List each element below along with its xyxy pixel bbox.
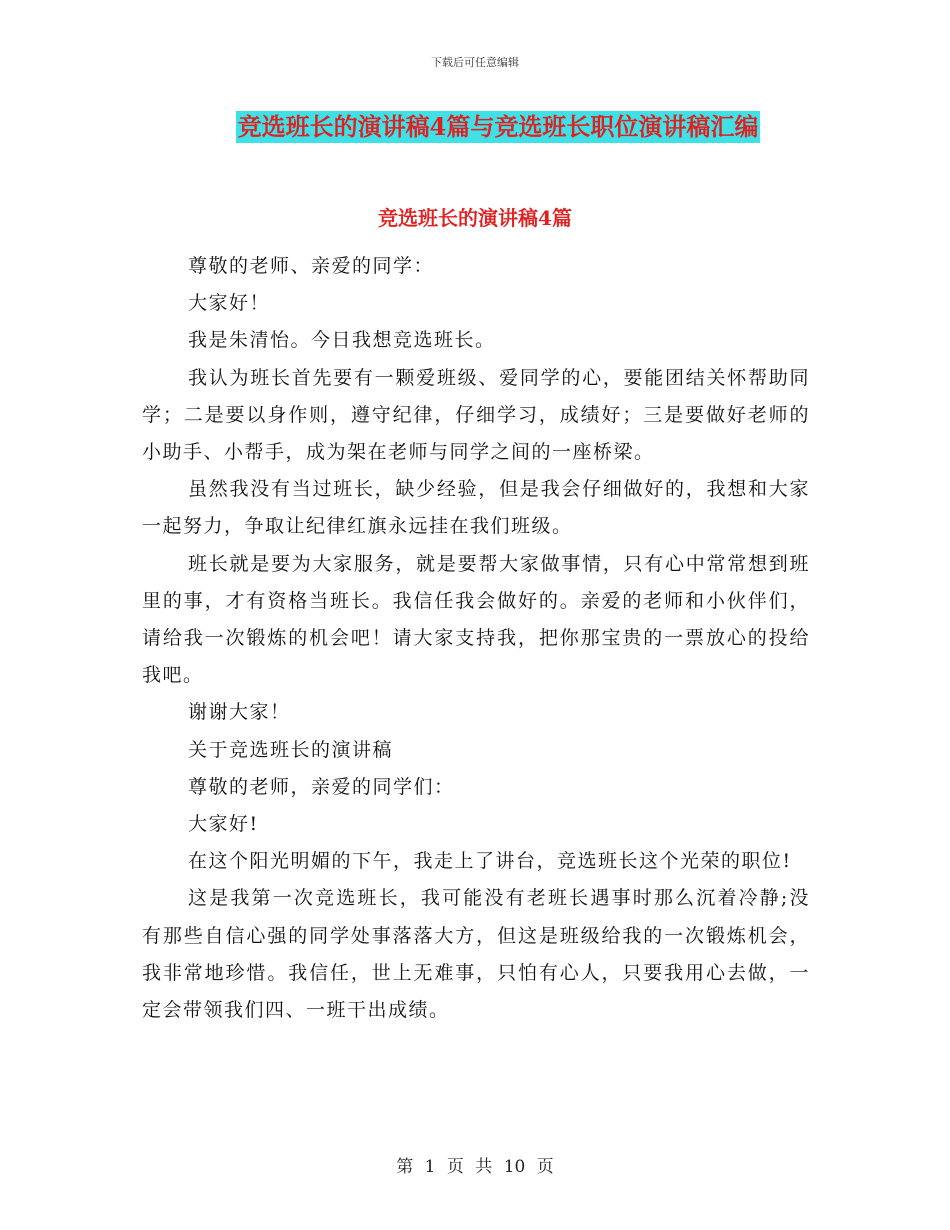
paragraph: 谢谢大家！	[188, 701, 291, 724]
paragraph: 在这个阳光明媚的下午，我走上了讲台，竞选班长这个光荣的职位!	[188, 850, 792, 873]
paragraph: 我是朱清怡。今日我想竞选班长。	[188, 329, 496, 352]
paragraph: 关于竞选班长的演讲稿	[188, 738, 394, 761]
paragraph: 大家好！	[188, 292, 271, 315]
paragraph: 尊敬的老师，亲爱的同学们：	[188, 775, 455, 798]
page-footer: 第 1 页 共 10 页	[396, 1157, 554, 1177]
paragraph: 大家好!	[188, 813, 259, 836]
sub-title: 竞选班长的演讲稿4篇	[378, 206, 572, 230]
main-title-container	[0, 111, 950, 143]
header-note: 下载后可任意编辑	[431, 56, 519, 69]
paragraph: 虽然我没有当过班长，缺少经验，但是我会仔细做好的，我想和大家一起努力，争取让纪律红旗永远挂在我们班级。	[142, 478, 810, 538]
paragraph: 班长就是要为大家服务，就是要帮大家做事情，只有心中常常想到班里的事，才有资格当班长。我信任我会做好的。亲爱的老师和小伙伴们，请给我一次锻炼的机会吧！请大家支持我，把你那宝贵的一票放心的投给我吧。	[142, 552, 810, 687]
paragraph: 尊敬的老师、亲爱的同学：	[188, 255, 435, 277]
document-body	[142, 248, 810, 1029]
paragraph: 这是我第一次竞选班长，我可能没有老班长遇事时那么沉着冷静;没有那些自信心强的同学处事落落大方，但这是班级给我的一次锻炼机会，我非常地珍惜。我信任，世上无难事，只怕有心人，只要我用心去做，一定会带领我们四、一班干出成绩。	[142, 887, 810, 1022]
paragraph: 我认为班长首先要有一颗爱班级、爱同学的心，要能团结关怀帮助同学；二是要以身作则，遵守纪律，仔细学习，成绩好；三是要做好老师的小助手、小帮手，成为架在老师与同学之间的一座桥梁。	[142, 366, 810, 464]
main-title: 竞选班长的演讲稿4篇与竞选班长职位演讲稿汇编	[237, 112, 759, 141]
